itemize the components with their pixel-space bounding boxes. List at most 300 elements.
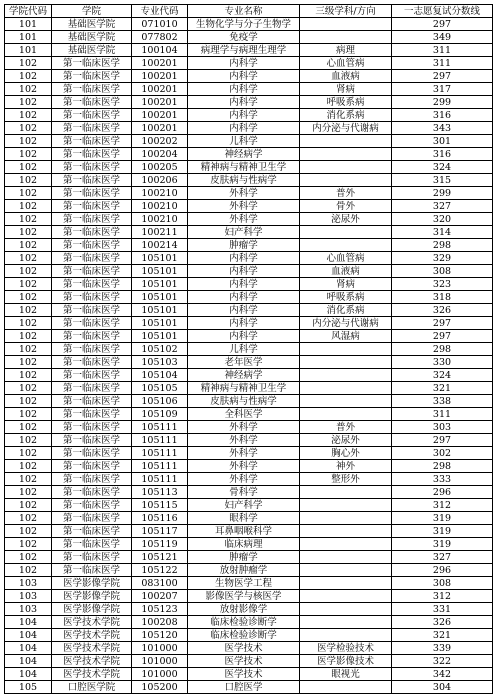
major-code-cell: 100201 (132, 83, 188, 96)
major-code-cell: 105101 (132, 330, 188, 343)
major-name-cell: 精神病与精神卫生学 (188, 382, 300, 395)
table-row (5, 551, 493, 564)
college-cell: 第一临床医学 (52, 460, 132, 473)
major-name-cell: 外科学 (188, 460, 300, 473)
college-cell: 第一临床医学 (52, 122, 132, 135)
college-code-cell: 101 (5, 44, 52, 57)
college-code-cell: 102 (5, 213, 52, 226)
college-code-cell: 102 (5, 512, 52, 525)
major-name-cell: 皮肤病与性病学 (188, 174, 300, 187)
college-code-cell: 102 (5, 486, 52, 499)
retest-score-cell: 329 (392, 252, 493, 265)
table-row (5, 161, 493, 174)
sub-discipline-cell (300, 31, 392, 44)
major-name-cell: 内科学 (188, 330, 300, 343)
sub-discipline-cell (300, 408, 392, 421)
sub-discipline-cell: 心血管病 (300, 252, 392, 265)
major-name-cell: 内科学 (188, 317, 300, 330)
college-cell: 口腔医学院 (52, 681, 132, 694)
college-code-cell: 102 (5, 525, 52, 538)
retest-score-cell: 308 (392, 577, 493, 590)
table-row (5, 408, 493, 421)
college-code-cell: 102 (5, 408, 52, 421)
major-code-cell: 105122 (132, 564, 188, 577)
major-name-cell: 临床检验诊断学 (188, 616, 300, 629)
retest-score-cell: 316 (392, 148, 493, 161)
major-name-cell: 妇产科学 (188, 499, 300, 512)
college-cell: 第一临床医学 (52, 161, 132, 174)
sub-discipline-cell: 风湿病 (300, 330, 392, 343)
sub-discipline-cell: 泌尿外 (300, 213, 392, 226)
major-name-cell: 妇产科学 (188, 226, 300, 239)
retest-score-cell: 316 (392, 109, 493, 122)
college-cell: 第一临床医学 (52, 239, 132, 252)
college-cell: 第一临床医学 (52, 304, 132, 317)
sub-discipline-cell (300, 603, 392, 616)
table-row (5, 187, 493, 200)
major-name-cell: 内科学 (188, 83, 300, 96)
table-row (5, 447, 493, 460)
major-code-cell: 100201 (132, 109, 188, 122)
college-code-cell: 102 (5, 343, 52, 356)
college-code-cell: 102 (5, 278, 52, 291)
college-code-cell: 104 (5, 642, 52, 655)
college-code-cell: 102 (5, 148, 52, 161)
major-code-cell: 105120 (132, 629, 188, 642)
college-code-cell: 102 (5, 434, 52, 447)
retest-score-cell: 297 (392, 330, 493, 343)
major-code-cell: 105109 (132, 408, 188, 421)
sub-discipline-cell (300, 512, 392, 525)
college-code-cell: 102 (5, 395, 52, 408)
college-cell: 第一临床医学 (52, 499, 132, 512)
table-row (5, 499, 493, 512)
major-code-cell: 105111 (132, 421, 188, 434)
table-row (5, 135, 493, 148)
table-row (5, 668, 493, 681)
retest-score-cell: 301 (392, 135, 493, 148)
sub-discipline-cell: 内分泌与代谢病 (300, 122, 392, 135)
college-cell: 第一临床医学 (52, 525, 132, 538)
major-code-cell: 100210 (132, 213, 188, 226)
major-name-cell: 内科学 (188, 252, 300, 265)
college-code-cell: 102 (5, 369, 52, 382)
retest-score-cell: 314 (392, 226, 493, 239)
college-cell: 第一临床医学 (52, 551, 132, 564)
score-table-sheet (4, 4, 492, 694)
college-code-cell: 102 (5, 200, 52, 213)
sub-discipline-cell (300, 616, 392, 629)
table-header-row (5, 5, 493, 18)
college-code-cell: 102 (5, 135, 52, 148)
college-code-cell: 102 (5, 96, 52, 109)
major-name-cell: 儿科学 (188, 135, 300, 148)
header-major-code: 专业代码 (132, 5, 188, 18)
college-code-cell: 102 (5, 421, 52, 434)
major-name-cell: 外科学 (188, 434, 300, 447)
college-code-cell: 102 (5, 174, 52, 187)
sub-discipline-cell (300, 174, 392, 187)
college-cell: 医学影像学院 (52, 577, 132, 590)
major-code-cell: 105105 (132, 382, 188, 395)
sub-discipline-cell (300, 525, 392, 538)
major-name-cell: 临床病理 (188, 538, 300, 551)
major-code-cell: 105101 (132, 304, 188, 317)
retest-score-cell: 308 (392, 265, 493, 278)
table-row (5, 83, 493, 96)
sub-discipline-cell (300, 369, 392, 382)
major-code-cell: 100201 (132, 122, 188, 135)
major-code-cell: 100201 (132, 57, 188, 70)
college-code-cell: 102 (5, 551, 52, 564)
college-cell: 第一临床医学 (52, 512, 132, 525)
college-cell: 第一临床医学 (52, 265, 132, 278)
sub-discipline-cell: 泌尿外 (300, 434, 392, 447)
major-code-cell: 100208 (132, 616, 188, 629)
college-cell: 第一临床医学 (52, 187, 132, 200)
major-name-cell: 内科学 (188, 57, 300, 70)
major-name-cell: 内科学 (188, 304, 300, 317)
college-cell: 第一临床医学 (52, 421, 132, 434)
table-row (5, 122, 493, 135)
major-code-cell: 105113 (132, 486, 188, 499)
table-row (5, 473, 493, 486)
college-code-cell: 104 (5, 668, 52, 681)
sub-discipline-cell (300, 577, 392, 590)
table-row (5, 174, 493, 187)
major-name-cell: 免疫学 (188, 31, 300, 44)
sub-discipline-cell (300, 629, 392, 642)
table-row (5, 512, 493, 525)
major-code-cell: 100205 (132, 161, 188, 174)
retest-score-cell: 319 (392, 512, 493, 525)
college-cell: 第一临床医学 (52, 83, 132, 96)
retest-score-cell: 298 (392, 239, 493, 252)
college-code-cell: 102 (5, 304, 52, 317)
college-cell: 医学技术学院 (52, 655, 132, 668)
table-row (5, 226, 493, 239)
table-row (5, 18, 493, 31)
table-row (5, 681, 493, 694)
college-cell: 基础医学院 (52, 31, 132, 44)
retest-score-cell: 297 (392, 18, 493, 31)
sub-discipline-cell (300, 239, 392, 252)
retest-score-cell: 312 (392, 590, 493, 603)
table-row (5, 382, 493, 395)
major-code-cell: 101000 (132, 642, 188, 655)
table-row (5, 655, 493, 668)
table-row (5, 109, 493, 122)
major-name-cell: 皮肤病与性病学 (188, 395, 300, 408)
header-retest-score: 一志愿复试分数线 (392, 5, 493, 18)
college-code-cell: 102 (5, 447, 52, 460)
college-cell: 第一临床医学 (52, 57, 132, 70)
major-name-cell: 骨科学 (188, 486, 300, 499)
college-code-cell: 102 (5, 70, 52, 83)
college-cell: 第一临床医学 (52, 135, 132, 148)
retest-score-cell: 324 (392, 161, 493, 174)
table-row (5, 369, 493, 382)
major-name-cell: 眼科学 (188, 512, 300, 525)
table-row (5, 460, 493, 473)
table-row (5, 291, 493, 304)
major-name-cell: 精神病与精神卫生学 (188, 161, 300, 174)
sub-discipline-cell (300, 590, 392, 603)
table-row (5, 421, 493, 434)
college-code-cell: 102 (5, 239, 52, 252)
sub-discipline-cell: 普外 (300, 421, 392, 434)
major-code-cell: 105117 (132, 525, 188, 538)
sub-discipline-cell: 眼视光 (300, 668, 392, 681)
college-cell: 医学技术学院 (52, 616, 132, 629)
major-code-cell: 105123 (132, 603, 188, 616)
retest-score-cell: 319 (392, 525, 493, 538)
sub-discipline-cell: 医学检验技术 (300, 642, 392, 655)
major-code-cell: 105119 (132, 538, 188, 551)
major-code-cell: 101000 (132, 655, 188, 668)
sub-discipline-cell (300, 395, 392, 408)
sub-discipline-cell (300, 135, 392, 148)
major-code-cell: 100207 (132, 590, 188, 603)
retest-score-cell: 324 (392, 369, 493, 382)
sub-discipline-cell: 神外 (300, 460, 392, 473)
retest-score-cell: 302 (392, 447, 493, 460)
major-name-cell: 内科学 (188, 278, 300, 291)
major-name-cell: 儿科学 (188, 343, 300, 356)
table-row (5, 96, 493, 109)
retest-score-cell: 317 (392, 83, 493, 96)
college-code-cell: 101 (5, 18, 52, 31)
major-code-cell: 105106 (132, 395, 188, 408)
major-name-cell: 肿瘤学 (188, 551, 300, 564)
major-name-cell: 医学技术 (188, 655, 300, 668)
college-code-cell: 102 (5, 291, 52, 304)
sub-discipline-cell: 内分泌与代谢病 (300, 317, 392, 330)
retest-score-cell: 303 (392, 421, 493, 434)
major-name-cell: 老年医学 (188, 356, 300, 369)
major-code-cell: 105111 (132, 447, 188, 460)
major-code-cell: 105101 (132, 265, 188, 278)
table-row (5, 395, 493, 408)
major-code-cell: 100204 (132, 148, 188, 161)
college-cell: 第一临床医学 (52, 174, 132, 187)
college-cell: 医学影像学院 (52, 590, 132, 603)
retest-score-cell: 299 (392, 96, 493, 109)
major-name-cell: 内科学 (188, 265, 300, 278)
major-code-cell: 105200 (132, 681, 188, 694)
major-code-cell: 105101 (132, 252, 188, 265)
header-major-name: 专业名称 (188, 5, 300, 18)
college-code-cell: 101 (5, 31, 52, 44)
major-code-cell: 105104 (132, 369, 188, 382)
retest-score-cell: 297 (392, 434, 493, 447)
college-cell: 基础医学院 (52, 44, 132, 57)
retest-score-cell: 330 (392, 356, 493, 369)
header-college-code: 学院代码 (5, 5, 52, 18)
college-cell: 医学影像学院 (52, 603, 132, 616)
table-row (5, 590, 493, 603)
college-code-cell: 104 (5, 655, 52, 668)
sub-discipline-cell (300, 551, 392, 564)
table-row (5, 603, 493, 616)
retest-score-cell: 296 (392, 564, 493, 577)
retest-score-cell: 326 (392, 616, 493, 629)
major-name-cell: 医学技术 (188, 642, 300, 655)
major-code-cell: 100210 (132, 187, 188, 200)
table-row (5, 564, 493, 577)
retest-score-cell: 311 (392, 44, 493, 57)
major-name-cell: 外科学 (188, 447, 300, 460)
major-name-cell: 外科学 (188, 187, 300, 200)
college-cell: 基础医学院 (52, 18, 132, 31)
sub-discipline-cell: 整形外 (300, 473, 392, 486)
header-sub-discipline: 三级学科/方向 (300, 5, 392, 18)
college-code-cell: 102 (5, 538, 52, 551)
college-code-cell: 103 (5, 577, 52, 590)
major-name-cell: 放射肿瘤学 (188, 564, 300, 577)
college-cell: 第一临床医学 (52, 486, 132, 499)
retest-score-cell: 321 (392, 629, 493, 642)
college-cell: 第一临床医学 (52, 356, 132, 369)
retest-score-cell: 338 (392, 395, 493, 408)
college-cell: 第一临床医学 (52, 564, 132, 577)
sub-discipline-cell: 肾病 (300, 83, 392, 96)
sub-discipline-cell (300, 161, 392, 174)
retest-score-cell: 327 (392, 200, 493, 213)
retest-score-cell: 297 (392, 317, 493, 330)
sub-discipline-cell (300, 148, 392, 161)
sub-discipline-cell: 心血管病 (300, 57, 392, 70)
retest-score-cell: 311 (392, 408, 493, 421)
college-code-cell: 104 (5, 629, 52, 642)
retest-score-cell: 312 (392, 499, 493, 512)
table-row (5, 148, 493, 161)
sub-discipline-cell (300, 681, 392, 694)
major-code-cell: 105111 (132, 473, 188, 486)
college-cell: 第一临床医学 (52, 226, 132, 239)
table-row (5, 538, 493, 551)
major-name-cell: 生物化学与分子生物学 (188, 18, 300, 31)
major-code-cell: 100104 (132, 44, 188, 57)
retest-score-cell: 342 (392, 668, 493, 681)
major-name-cell: 外科学 (188, 473, 300, 486)
college-code-cell: 102 (5, 187, 52, 200)
retest-score-cell: 320 (392, 213, 493, 226)
sub-discipline-cell: 病理 (300, 44, 392, 57)
college-code-cell: 102 (5, 460, 52, 473)
major-name-cell: 神经病学 (188, 148, 300, 161)
table-row (5, 304, 493, 317)
college-cell: 第一临床医学 (52, 291, 132, 304)
sub-discipline-cell: 呼吸系病 (300, 291, 392, 304)
college-code-cell: 104 (5, 616, 52, 629)
major-name-cell: 外科学 (188, 213, 300, 226)
retest-score-cell: 349 (392, 31, 493, 44)
college-cell: 第一临床医学 (52, 447, 132, 460)
table-row (5, 434, 493, 447)
retest-score-cell: 299 (392, 187, 493, 200)
college-cell: 第一临床医学 (52, 434, 132, 447)
major-code-cell: 077802 (132, 31, 188, 44)
major-name-cell: 口腔医学 (188, 681, 300, 694)
college-code-cell: 102 (5, 226, 52, 239)
college-code-cell: 102 (5, 499, 52, 512)
table-row (5, 44, 493, 57)
table-row (5, 486, 493, 499)
table-row (5, 330, 493, 343)
retest-score-cell: 343 (392, 122, 493, 135)
sub-discipline-cell (300, 538, 392, 551)
sub-discipline-cell (300, 356, 392, 369)
table-row (5, 70, 493, 83)
sub-discipline-cell (300, 18, 392, 31)
major-code-cell: 105121 (132, 551, 188, 564)
major-code-cell: 105111 (132, 460, 188, 473)
college-code-cell: 103 (5, 590, 52, 603)
major-name-cell: 生物医学工程 (188, 577, 300, 590)
sub-discipline-cell (300, 343, 392, 356)
college-code-cell: 102 (5, 109, 52, 122)
major-code-cell: 105103 (132, 356, 188, 369)
retest-score-cell: 318 (392, 291, 493, 304)
sub-discipline-cell: 消化系病 (300, 109, 392, 122)
score-table (4, 4, 493, 694)
major-name-cell: 内科学 (188, 122, 300, 135)
major-name-cell: 临床检验诊断学 (188, 629, 300, 642)
college-cell: 第一临床医学 (52, 252, 132, 265)
retest-score-cell: 333 (392, 473, 493, 486)
sub-discipline-cell: 普外 (300, 187, 392, 200)
major-code-cell: 105101 (132, 278, 188, 291)
table-row (5, 525, 493, 538)
major-name-cell: 内科学 (188, 109, 300, 122)
college-code-cell: 102 (5, 317, 52, 330)
table-row (5, 356, 493, 369)
major-code-cell: 100211 (132, 226, 188, 239)
table-row (5, 343, 493, 356)
major-code-cell: 100201 (132, 96, 188, 109)
major-name-cell: 医学技术 (188, 668, 300, 681)
college-code-cell: 102 (5, 161, 52, 174)
college-cell: 医学技术学院 (52, 668, 132, 681)
retest-score-cell: 322 (392, 655, 493, 668)
college-code-cell: 102 (5, 265, 52, 278)
table-row (5, 616, 493, 629)
college-cell: 第一临床医学 (52, 148, 132, 161)
sub-discipline-cell: 骨外 (300, 200, 392, 213)
sub-discipline-cell: 血液病 (300, 70, 392, 83)
major-name-cell: 病理学与病理生理学 (188, 44, 300, 57)
retest-score-cell: 326 (392, 304, 493, 317)
sub-discipline-cell: 呼吸系病 (300, 96, 392, 109)
major-code-cell: 071010 (132, 18, 188, 31)
major-name-cell: 外科学 (188, 421, 300, 434)
college-code-cell: 102 (5, 564, 52, 577)
sub-discipline-cell (300, 226, 392, 239)
retest-score-cell: 319 (392, 538, 493, 551)
major-code-cell: 100214 (132, 239, 188, 252)
college-cell: 医学技术学院 (52, 629, 132, 642)
college-code-cell: 102 (5, 473, 52, 486)
college-cell: 第一临床医学 (52, 395, 132, 408)
major-code-cell: 100206 (132, 174, 188, 187)
sub-discipline-cell: 肾病 (300, 278, 392, 291)
major-name-cell: 神经病学 (188, 369, 300, 382)
college-cell: 第一临床医学 (52, 109, 132, 122)
major-name-cell: 放射影像学 (188, 603, 300, 616)
table-row (5, 577, 493, 590)
table-row (5, 265, 493, 278)
